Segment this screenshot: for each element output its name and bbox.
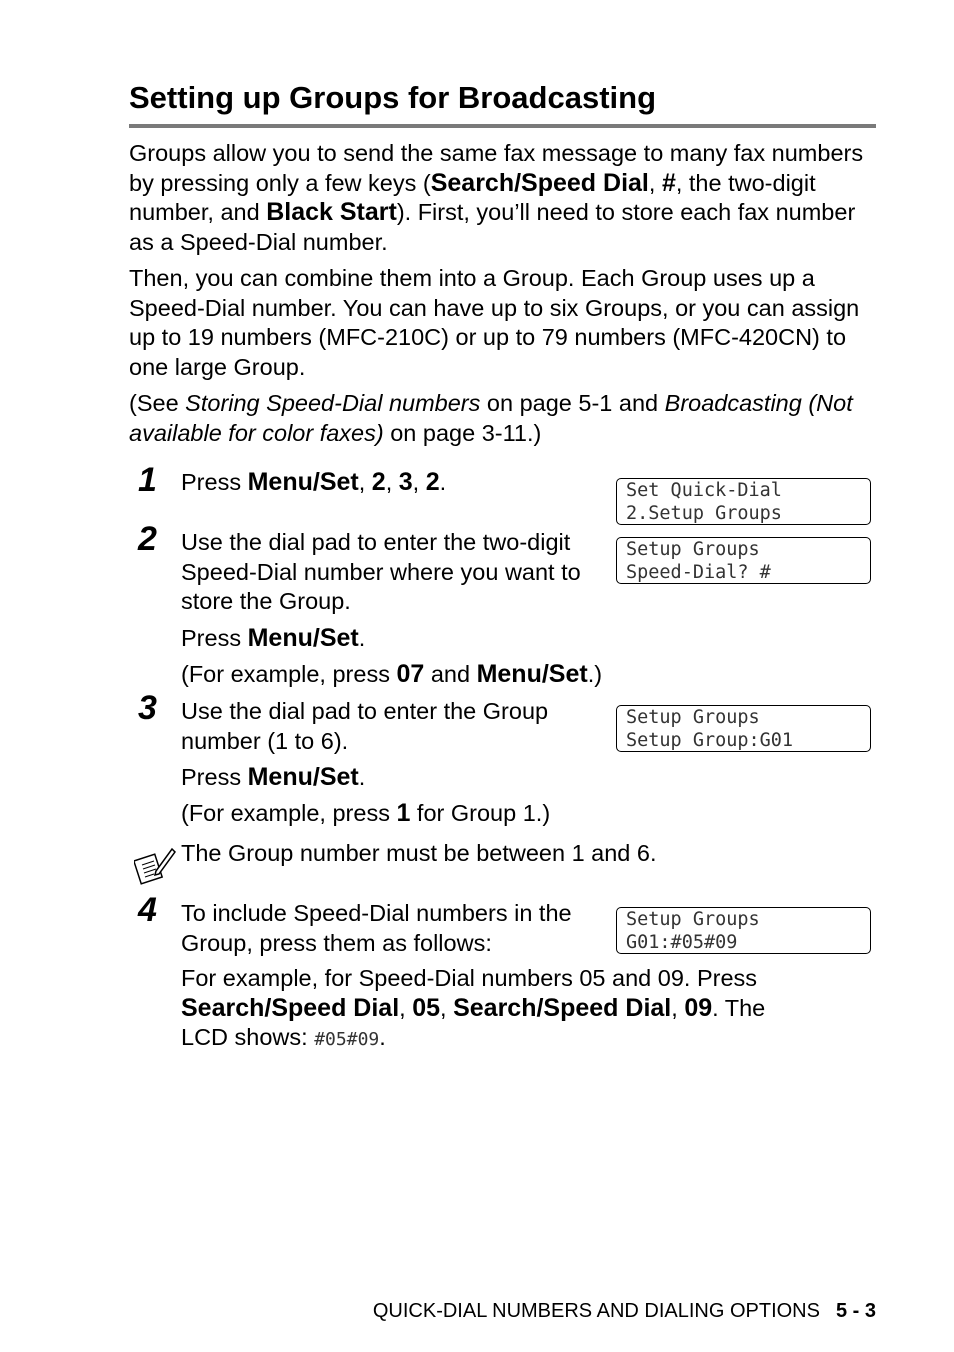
lcd-display [616, 907, 871, 954]
step-number: 1 [138, 461, 157, 499]
lcd-display [616, 705, 871, 752]
step-text: . [358, 625, 366, 651]
step-4-text: To include Speed-Dial numbers in the Group, press them as follows: [181, 900, 572, 956]
lcd-line-2: 2.Setup Groups [626, 502, 782, 524]
step-text: . [358, 764, 366, 790]
intro-text: ). First, you’ll need to store each fax number as a Speed-Dial number. [129, 199, 856, 256]
footer-section: QUICK-DIAL NUMBERS AND DIALING OPTIONS [372, 1300, 820, 1322]
step-3-press [181, 763, 365, 793]
step-text: .) [587, 661, 603, 687]
step-2-example [181, 660, 602, 690]
key-label: Black Start [266, 198, 397, 227]
step-text: . [379, 1024, 386, 1051]
step-text: , [385, 469, 399, 495]
page-number: 5 - 3 [835, 1300, 876, 1322]
lcd-line-1: Setup Groups [626, 707, 760, 728]
page-footer [373, 1300, 876, 1323]
key-label: Menu/Set [476, 660, 588, 688]
intro-paragraph-1 [129, 139, 879, 258]
lcd-line-1: Setup Groups [626, 539, 760, 560]
key-label: Search/Speed Dial [430, 168, 649, 197]
step-3-example [181, 799, 550, 829]
cross-reference: Storing Speed-Dial numbers [185, 390, 481, 416]
key-label: 07 [396, 660, 425, 688]
key-label: Search/Speed Dial [453, 993, 672, 1022]
page-title: Setting up Groups for Broadcasting [129, 80, 657, 115]
note-text: The Group number must be between 1 and 6. [181, 840, 657, 866]
step-number: 2 [138, 520, 157, 558]
lcd-line-1: Setup Groups [626, 909, 760, 930]
cross-reference: Broadcasting (Not available for color faxes) [129, 390, 853, 446]
step-text: Press [181, 764, 248, 790]
intro-text: (See [129, 390, 186, 416]
step-text: and [424, 661, 477, 687]
step-text: For example, for Speed-Dial numbers 05 and 09. Press [181, 965, 758, 991]
lcd-line-1: Set Quick-Dial [626, 480, 782, 501]
key-label: 2 [425, 468, 440, 496]
key-label: 05 [412, 993, 441, 1022]
intro-text: on page 5-1 and [480, 390, 665, 416]
step-text: , [671, 994, 685, 1021]
lcd-line-2: Speed-Dial? # [626, 561, 771, 583]
step-text: for Group 1.) [410, 800, 551, 826]
step-3-text: Use the dial pad to enter the Group number (1 to 6). [181, 698, 549, 754]
step-text: (For example, press [181, 800, 397, 826]
intro-text: Groups allow you to send the same fax message to many fax numbers by pressing only a few keys ( [129, 140, 864, 196]
step-1-text [181, 468, 446, 498]
intro-text: , the two-digit number, and [129, 169, 816, 226]
key-label: Search/Speed Dial [181, 993, 400, 1022]
step-text: , [399, 994, 413, 1021]
key-label: 3 [398, 468, 413, 496]
step-text: Press [181, 469, 248, 495]
title-rule [129, 124, 876, 128]
key-label: Menu/Set [247, 468, 359, 496]
intro-text: on page 3-11.) [383, 419, 542, 446]
key-label: 2 [371, 468, 386, 496]
step-text: . The LCD shows: [181, 994, 766, 1051]
step-text: , [358, 469, 372, 495]
intro-paragraph-2: Then, you can combine them into a Group. Each Group uses up a Speed-Dial number. You can have up to six Groups, or you can assign up to 19 numbers (MFC-210C) or up to 79 numbers (MFC-420CN) to one large Group. [129, 265, 860, 381]
step-4-example [181, 964, 781, 1055]
step-number: 4 [138, 891, 157, 929]
lcd-display [616, 537, 871, 584]
step-number: 3 [138, 689, 157, 727]
step-text: . [439, 469, 447, 495]
lcd-line-2: G01:#05#09 [626, 931, 738, 953]
step-text: , [412, 469, 426, 495]
key-label: # [661, 168, 676, 197]
note-pencil-icon [134, 845, 176, 885]
step-text: Press [181, 625, 248, 651]
step-2-text: Use the dial pad to enter the two-digit Speed-Dial number where you want to store the Group. [181, 529, 581, 615]
key-label: Menu/Set [247, 624, 359, 652]
lcd-display [616, 478, 871, 525]
step-text: (For example, press [181, 661, 397, 687]
lcd-line-2: Setup Group:G01 [626, 729, 794, 751]
key-label: Menu/Set [247, 763, 359, 791]
intro-paragraph-3 [129, 389, 879, 448]
step-text: , [440, 994, 454, 1021]
step-2-press [181, 624, 365, 654]
intro-text: , [648, 169, 662, 196]
key-label: 1 [396, 799, 411, 827]
key-label: 09 [684, 993, 713, 1022]
lcd-inline-value: #05#09 [314, 1029, 380, 1051]
